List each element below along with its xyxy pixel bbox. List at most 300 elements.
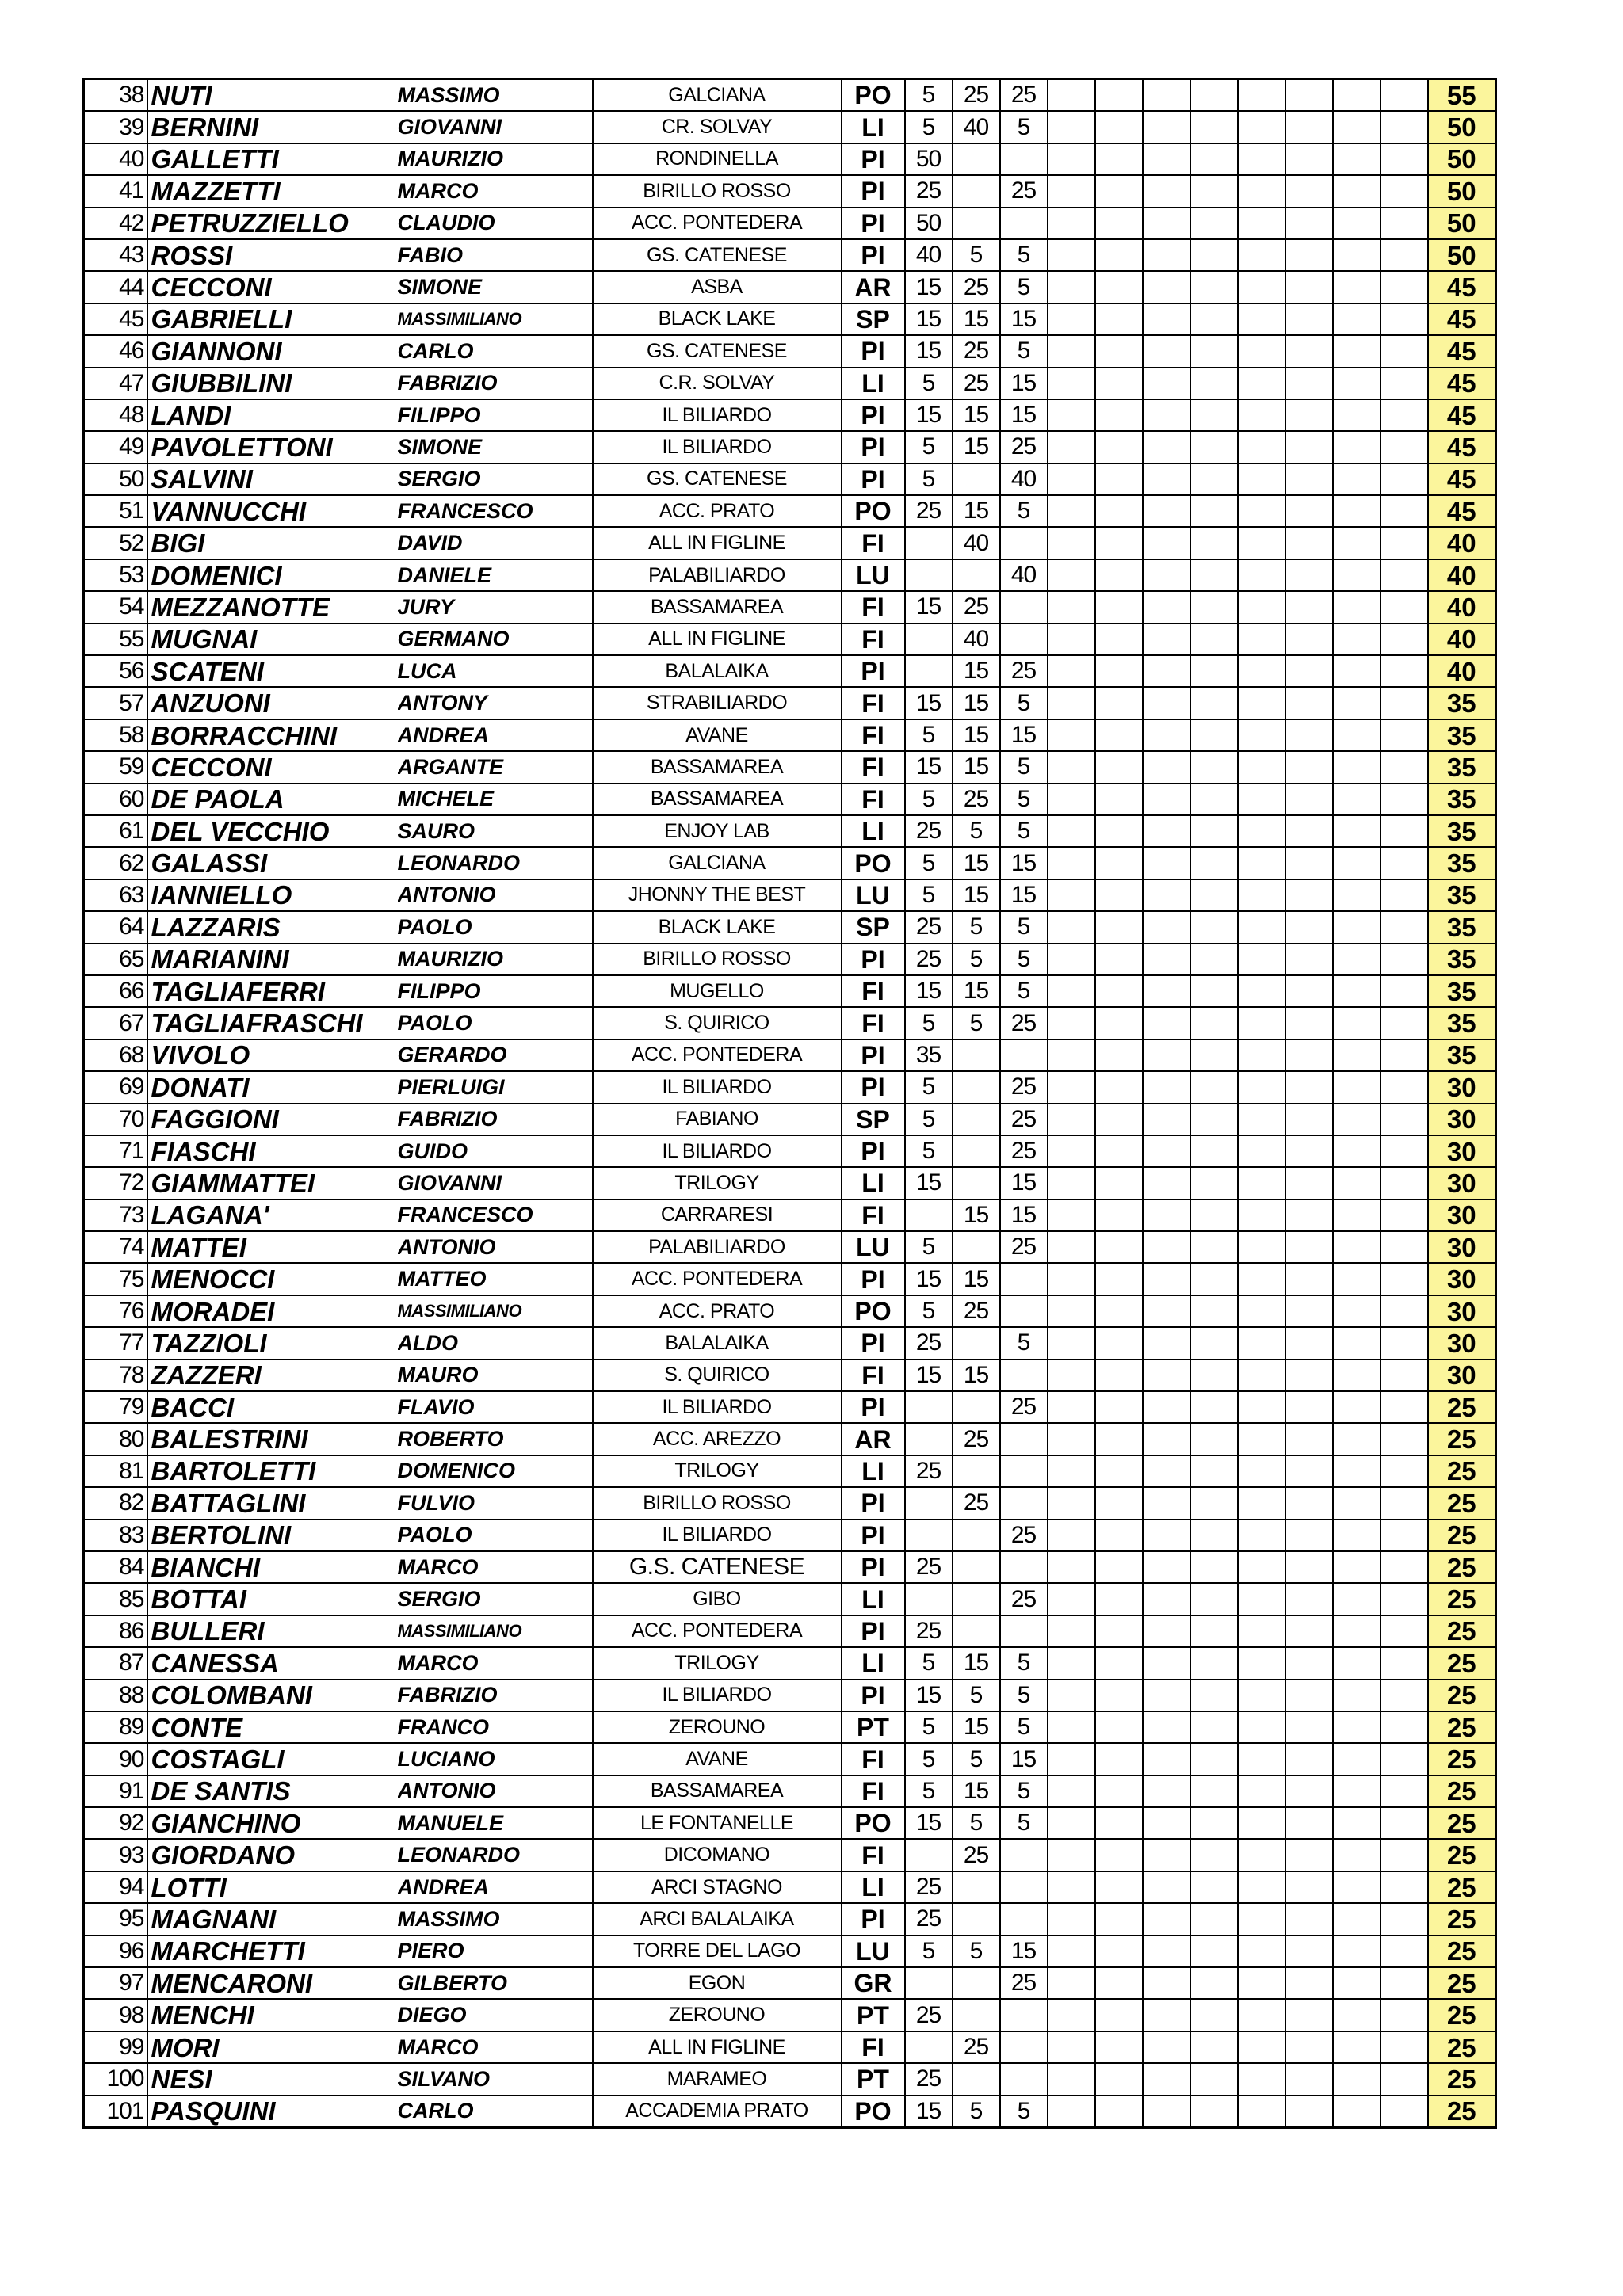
total-points: 35 [1428,784,1496,815]
player-first-name: LEONARDO [398,847,593,879]
stage-3-points: 25 [1000,655,1048,687]
table-row [84,143,1496,175]
stage-10-points [1333,208,1381,239]
stage-1-points [905,1520,953,1551]
player-first-name: MATTEO [398,1263,593,1295]
stage-5-points [1095,1999,1143,2031]
stage-1-points: 5 [905,368,953,399]
player-first-name: ANTONIO [398,1775,593,1807]
player-first-name: MASSIMILIANO [398,1295,593,1327]
stage-3-points [1000,1871,1048,1903]
total-points: 25 [1428,1775,1496,1807]
stage-11-points [1381,1071,1428,1103]
stage-3-points [1000,1263,1048,1295]
stage-3-points [1000,1487,1048,1519]
stage-5-points [1095,815,1143,847]
total-points: 35 [1428,751,1496,783]
stage-6-points [1143,1104,1190,1135]
player-surname: SALVINI [147,463,398,495]
club-name: ZEROUNO [593,1999,842,2031]
table-row [84,751,1496,783]
stage-4-points [1048,495,1095,527]
stage-3-points [1000,1455,1048,1487]
stage-11-points [1381,239,1428,271]
stage-5-points [1095,784,1143,815]
rank-position: 67 [84,1007,147,1039]
province-code: PI [842,1071,905,1103]
province-code: LU [842,879,905,911]
table-row [84,175,1496,207]
club-name: ENJOY LAB [593,815,842,847]
stage-5-points [1095,1231,1143,1263]
table-row [84,1231,1496,1263]
club-name: TRILOGY [593,1455,842,1487]
rank-position: 49 [84,431,147,463]
stage-1-points: 40 [905,239,953,271]
stage-9-points [1285,1967,1333,1999]
stage-5-points [1095,239,1143,271]
rank-position: 59 [84,751,147,783]
club-name: TRILOGY [593,1167,842,1199]
province-code: PI [842,239,905,271]
stage-1-points: 25 [905,495,953,527]
total-points: 35 [1428,879,1496,911]
player-surname: DE PAOLA [147,784,398,815]
rank-position: 42 [84,208,147,239]
stage-1-points: 15 [905,591,953,623]
stage-2-points: 25 [953,335,1000,367]
stage-11-points [1381,591,1428,623]
total-points: 35 [1428,687,1496,719]
stage-11-points [1381,1615,1428,1647]
province-code: AR [842,271,905,303]
stage-1-points [905,2031,953,2063]
stage-7-points [1190,784,1238,815]
stage-5-points [1095,271,1143,303]
stage-6-points [1143,1071,1190,1103]
province-code: PT [842,2063,905,2095]
stage-10-points [1333,1295,1381,1327]
player-surname: BARTOLETTI [147,1455,398,1487]
stage-7-points [1190,79,1238,112]
stage-9-points [1285,1263,1333,1295]
stage-5-points [1095,1199,1143,1231]
rank-position: 65 [84,944,147,975]
total-points: 30 [1428,1327,1496,1359]
table-row [84,944,1496,975]
stage-8-points [1238,719,1285,751]
stage-8-points [1238,1391,1285,1423]
stage-10-points [1333,1360,1381,1391]
stage-4-points [1048,944,1095,975]
player-surname: GIUBBILINI [147,368,398,399]
club-name: RONDINELLA [593,143,842,175]
player-first-name: ANDREA [398,1871,593,1903]
table-row [84,1743,1496,1775]
stage-8-points [1238,944,1285,975]
stage-6-points [1143,271,1190,303]
stage-3-points: 25 [1000,79,1048,112]
player-surname: LAZZARIS [147,911,398,943]
stage-11-points [1381,975,1428,1007]
stage-10-points [1333,911,1381,943]
stage-5-points [1095,687,1143,719]
stage-6-points [1143,1167,1190,1199]
stage-9-points [1285,559,1333,591]
stage-5-points [1095,2096,1143,2128]
stage-8-points [1238,847,1285,879]
player-surname: BALESTRINI [147,1423,398,1455]
stage-2-points: 5 [953,1007,1000,1039]
stage-8-points [1238,1295,1285,1327]
stage-8-points [1238,1487,1285,1519]
stage-1-points: 25 [905,911,953,943]
stage-6-points [1143,911,1190,943]
stage-9-points [1285,1551,1333,1583]
player-surname: PAVOLETTONI [147,431,398,463]
stage-6-points [1143,559,1190,591]
stage-11-points [1381,1839,1428,1871]
stage-9-points [1285,111,1333,143]
stage-1-points [905,1199,953,1231]
stage-7-points [1190,1391,1238,1423]
stage-7-points [1190,847,1238,879]
stage-9-points [1285,1360,1333,1391]
stage-6-points [1143,143,1190,175]
stage-3-points: 5 [1000,911,1048,943]
stage-10-points [1333,1775,1381,1807]
stage-6-points [1143,431,1190,463]
stage-10-points [1333,111,1381,143]
stage-11-points [1381,271,1428,303]
stage-9-points [1285,335,1333,367]
stage-8-points [1238,1743,1285,1775]
stage-11-points [1381,944,1428,975]
stage-2-points [953,1135,1000,1167]
stage-8-points [1238,368,1285,399]
player-first-name: PIERO [398,1936,593,1967]
stage-5-points [1095,1903,1143,1935]
stage-11-points [1381,2063,1428,2095]
stage-9-points [1285,1231,1333,1263]
province-code: FI [842,719,905,751]
stage-8-points [1238,111,1285,143]
stage-7-points [1190,2031,1238,2063]
rank-position: 41 [84,175,147,207]
rank-position: 80 [84,1423,147,1455]
player-surname: MENCHI [147,1999,398,2031]
stage-9-points [1285,1135,1333,1167]
stage-5-points [1095,368,1143,399]
stage-9-points [1285,911,1333,943]
table-row [84,527,1496,559]
stage-8-points [1238,2031,1285,2063]
province-code: LI [842,1871,905,1903]
stage-7-points [1190,1839,1238,1871]
table-row [84,1680,1496,1711]
stage-11-points [1381,655,1428,687]
stage-3-points: 15 [1000,847,1048,879]
club-name: ARCI STAGNO [593,1871,842,1903]
rank-position: 90 [84,1743,147,1775]
stage-1-points: 15 [905,335,953,367]
rank-position: 92 [84,1807,147,1839]
stage-4-points [1048,1807,1095,1839]
stage-11-points [1381,1199,1428,1231]
stage-10-points [1333,1711,1381,1743]
rank-position: 51 [84,495,147,527]
stage-10-points [1333,1391,1381,1423]
stage-2-points: 5 [953,944,1000,975]
stage-3-points: 5 [1000,495,1048,527]
stage-1-points: 5 [905,1231,953,1263]
stage-2-points: 15 [953,1775,1000,1807]
stage-5-points [1095,1167,1143,1199]
province-code: LI [842,815,905,847]
stage-1-points: 5 [905,879,953,911]
stage-9-points [1285,1647,1333,1679]
stage-8-points [1238,239,1285,271]
province-code: PO [842,1807,905,1839]
stage-1-points [905,1423,953,1455]
stage-5-points [1095,399,1143,431]
player-surname: MAGNANI [147,1903,398,1935]
stage-5-points [1095,1775,1143,1807]
rank-position: 91 [84,1775,147,1807]
stage-1-points: 5 [905,1743,953,1775]
total-points: 30 [1428,1135,1496,1167]
stage-6-points [1143,368,1190,399]
player-first-name: FABRIZIO [398,1104,593,1135]
club-name: BIRILLO ROSSO [593,1487,842,1519]
table-row [84,368,1496,399]
stage-4-points [1048,2063,1095,2095]
rank-position: 58 [84,719,147,751]
player-surname: BIANCHI [147,1551,398,1583]
player-first-name: FABIO [398,239,593,271]
stage-2-points [953,2063,1000,2095]
stage-8-points [1238,1263,1285,1295]
rank-position: 71 [84,1135,147,1167]
stage-11-points [1381,1455,1428,1487]
player-surname: GALLETTI [147,143,398,175]
stage-5-points [1095,1104,1143,1135]
stage-7-points [1190,944,1238,975]
stage-1-points [905,655,953,687]
club-name: ACC. PRATO [593,495,842,527]
stage-7-points [1190,2063,1238,2095]
stage-4-points [1048,1231,1095,1263]
stage-8-points [1238,815,1285,847]
stage-11-points [1381,1520,1428,1551]
province-code: FI [842,975,905,1007]
stage-3-points [1000,1039,1048,1071]
stage-8-points [1238,1135,1285,1167]
stage-1-points: 5 [905,463,953,495]
stage-1-points: 5 [905,1936,953,1967]
stage-10-points [1333,335,1381,367]
player-surname: GIORDANO [147,1839,398,1871]
total-points: 30 [1428,1263,1496,1295]
table-row [84,399,1496,431]
player-surname: BORRACCHINI [147,719,398,751]
table-row [84,208,1496,239]
stage-3-points: 15 [1000,399,1048,431]
player-first-name: SIMONE [398,431,593,463]
stage-7-points [1190,1423,1238,1455]
stage-2-points: 15 [953,751,1000,783]
stage-4-points [1048,655,1095,687]
rank-position: 84 [84,1551,147,1583]
province-code: PI [842,399,905,431]
stage-1-points: 15 [905,1807,953,1839]
club-name: JHONNY THE BEST [593,879,842,911]
stage-5-points [1095,2031,1143,2063]
stage-5-points [1095,1039,1143,1071]
rank-position: 79 [84,1391,147,1423]
stage-10-points [1333,1487,1381,1519]
stage-6-points [1143,111,1190,143]
stage-1-points: 15 [905,303,953,335]
player-first-name: LUCIANO [398,1743,593,1775]
stage-10-points [1333,815,1381,847]
stage-1-points: 25 [905,2063,953,2095]
stage-2-points [953,1391,1000,1423]
stage-2-points: 15 [953,1647,1000,1679]
province-code: PI [842,655,905,687]
stage-3-points: 15 [1000,879,1048,911]
club-name: BLACK LAKE [593,911,842,943]
stage-3-points [1000,2031,1048,2063]
stage-5-points [1095,79,1143,112]
stage-9-points [1285,1711,1333,1743]
club-name: AVANE [593,1743,842,1775]
rank-position: 61 [84,815,147,847]
player-first-name: MAURIZIO [398,143,593,175]
club-name: TRILOGY [593,1647,842,1679]
total-points: 50 [1428,143,1496,175]
province-code: LU [842,1231,905,1263]
total-points: 35 [1428,1039,1496,1071]
stage-2-points: 5 [953,815,1000,847]
stage-3-points [1000,591,1048,623]
stage-4-points [1048,431,1095,463]
stage-11-points [1381,1807,1428,1839]
stage-11-points [1381,1583,1428,1615]
stage-6-points [1143,944,1190,975]
player-surname: MATTEI [147,1231,398,1263]
player-surname: BERNINI [147,111,398,143]
player-first-name: MAURIZIO [398,944,593,975]
club-name: ACC. PONTEDERA [593,208,842,239]
club-name: GS. CATENESE [593,239,842,271]
stage-7-points [1190,495,1238,527]
stage-4-points [1048,1071,1095,1103]
stage-5-points [1095,1807,1143,1839]
table-row [84,79,1496,112]
total-points: 35 [1428,847,1496,879]
stage-2-points [953,1455,1000,1487]
province-code: PI [842,1680,905,1711]
stage-10-points [1333,1583,1381,1615]
stage-2-points: 25 [953,1423,1000,1455]
stage-2-points [953,1999,1000,2031]
table-row [84,1071,1496,1103]
player-surname: MENOCCI [147,1263,398,1295]
club-name: IL BILIARDO [593,1680,842,1711]
total-points: 45 [1428,271,1496,303]
stage-9-points [1285,463,1333,495]
club-name: CR. SOLVAY [593,111,842,143]
stage-8-points [1238,1839,1285,1871]
stage-9-points [1285,1680,1333,1711]
province-code: PT [842,1999,905,2031]
player-first-name: FILIPPO [398,399,593,431]
stage-5-points [1095,431,1143,463]
player-surname: TAGLIAFERRI [147,975,398,1007]
stage-8-points [1238,1967,1285,1999]
player-surname: BACCI [147,1391,398,1423]
stage-5-points [1095,335,1143,367]
stage-11-points [1381,303,1428,335]
stage-8-points [1238,399,1285,431]
stage-8-points [1238,1071,1285,1103]
stage-6-points [1143,2063,1190,2095]
player-surname: GIAMMATTEI [147,1167,398,1199]
stage-11-points [1381,1999,1428,2031]
table-row [84,1711,1496,1743]
player-surname: BATTAGLINI [147,1487,398,1519]
stage-6-points [1143,208,1190,239]
table-row [84,1647,1496,1679]
stage-11-points [1381,1423,1428,1455]
stage-7-points [1190,463,1238,495]
stage-5-points [1095,2063,1143,2095]
stage-6-points [1143,1135,1190,1167]
stage-7-points [1190,1039,1238,1071]
club-name: BASSAMAREA [593,784,842,815]
table-row [84,1327,1496,1359]
player-surname: BERTOLINI [147,1520,398,1551]
stage-9-points [1285,1039,1333,1071]
stage-2-points: 15 [953,719,1000,751]
stage-8-points [1238,1711,1285,1743]
stage-10-points [1333,591,1381,623]
player-first-name: ARGANTE [398,751,593,783]
total-points: 40 [1428,527,1496,559]
player-surname: VANNUCCHI [147,495,398,527]
stage-11-points [1381,2031,1428,2063]
stage-4-points [1048,1327,1095,1359]
table-row [84,1039,1496,1071]
stage-4-points [1048,559,1095,591]
stage-6-points [1143,1391,1190,1423]
province-code: PI [842,1135,905,1167]
province-code: PI [842,944,905,975]
rank-position: 50 [84,463,147,495]
stage-4-points [1048,1647,1095,1679]
stage-1-points: 5 [905,784,953,815]
stage-11-points [1381,79,1428,112]
stage-7-points [1190,1615,1238,1647]
province-code: FI [842,527,905,559]
player-surname: DE SANTIS [147,1775,398,1807]
stage-3-points: 5 [1000,944,1048,975]
stage-10-points [1333,879,1381,911]
total-points: 25 [1428,1871,1496,1903]
stage-10-points [1333,1680,1381,1711]
stage-2-points [953,143,1000,175]
